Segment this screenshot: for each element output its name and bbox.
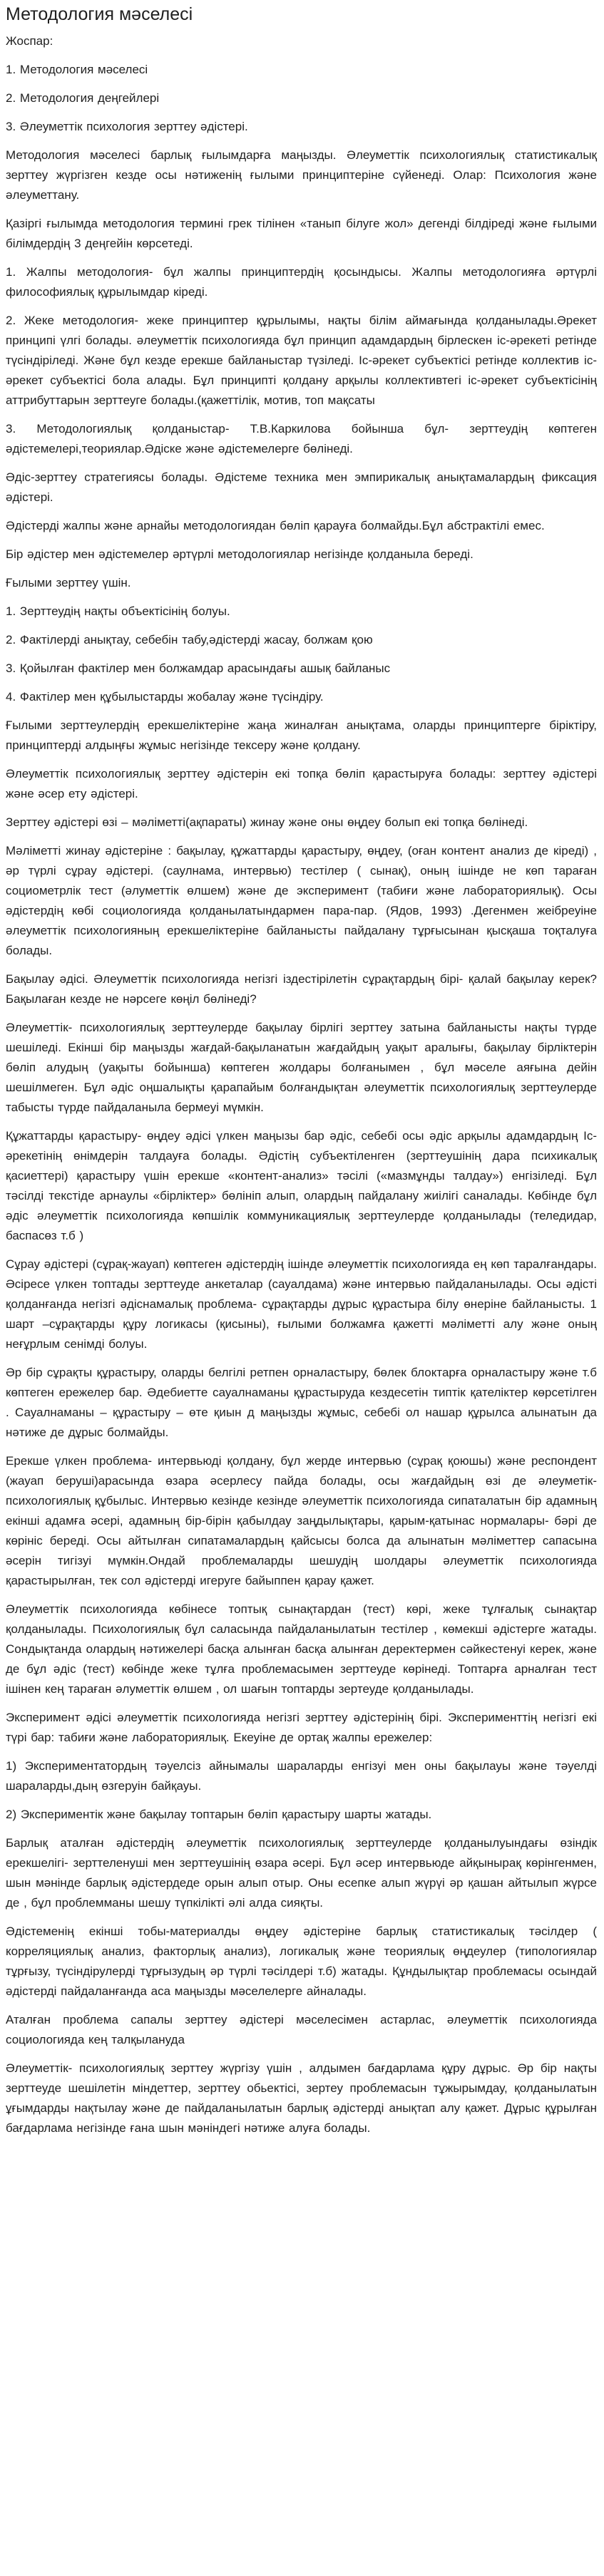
paragraph: Әдістерді жалпы және арнайы методологиядан бөліп қарауға болмайды.Бұл абстрактілі емес. <box>6 519 545 532</box>
paragraph: Әдіс-зерттеу стратегиясы болады. Әдістеме техника мен эмпирикалық анықтамалардың фиксация әдістері. <box>6 470 597 504</box>
paragraph: 1. Зерттеудің нақты объектісінің болуы. <box>6 604 230 618</box>
paragraph: 4. Фактілер мен құбылыстарды жобалау және түсіндіру. <box>6 690 324 704</box>
paragraph: Ерекше үлкен проблема- интервьюді қолдану, бұл жерде интервью (сұрақ қоюшы) және респондент (жауап берушi)арасында өзара әсерлесу пайда болады, осы жағдайдың өзі де әлеуметік- психологиялық құбылыс. Интервью кезінде кезінде әлеуметтік психологияда сипаталатын бір адамның екінші адамға әсері, адамның бір-бірін қабылдау заңдылықтары, қарым-қатынас нормалары- бәрі де көрініс береді. Осы айтылған сипатамалардың қайсысы болса да алынатын мәліметтер сапасына әсерін тигізуі мүмкін.Ондай проблемаларды шешудің шолдары әлеуметтік психологияда қарастырылған, тек сол әдістерді игеруге байыппен қарау қажет. <box>6 1454 597 1587</box>
paragraph: 1) Экспериментатордың тәуелсіз айнымалы шараларды енгізуі мен оны бақылауы және тәуелді шараларды,дың өзгеруін байқауы. <box>6 1759 597 1793</box>
paragraph: Әлеуметтік психологиялық зерттеу әдістерін екі топқа бөліп қарастыруға болады: зерттеу әдістері және әсер ету әдістері. <box>6 767 597 800</box>
paragraph: Эксперимент әдісі әлеуметтік психологияда негізгі зерттеу әдістерінің бірі. Эксперименттің негізгі екі түрі бар: табиғи және лабораториялық. Екеуіне де ортақ жалпы ережелер: <box>6 1711 597 1744</box>
paragraph: Методология мәселесі барлық ғылымдарға маңызды. Әлеуметтік психологиялық статистикалық зерттеу жүргізген кезде осы нәтиженің ғылыми принциптеріне сүйенеді. Олар: Психология және әлеуметтану. <box>6 148 597 202</box>
paragraph: Зерттеу әдістері өзі – мәліметті(ақпараты) жинау және оны өңдеу болып екі топқа бөлінеді. <box>6 815 528 829</box>
paragraph: Құжаттарды қарастыру- өңдеу әдісі үлкен маңызы бар әдіс, себебі осы әдіс арқылы адамдардың Іс-әрекетінің өнімдерін талдауға болады. Әдістің субъектіленген (зерттеушінің дара психикалық қасиеттері) қарастыру үшін ерекше «контент-анализ» тәсілі («мазмұнды талдау») енгізіледі. Бұл тәсілді текстіде арнаулы «бірліктер» бөлініп алып, олардың пайдалану жиілігі саналады. Көбінде бұл әдіс әлеуметтік психологияда көпшілік коммуникациялық зерттеулерде қолданылады (теледидар, баспасөз т.б ) <box>6 1129 597 1242</box>
paragraph: Әлеуметтік психологияда көбінесе топтық сынақтардан (тест) көрі, жеке тұлғалық сынақтар қолданылады. Психологиялық бұл саласында пайдаланылатын тестілер , көмекші әдістерге жатады. Сондықтанда олардың нәтижелері басқа алынған басқа алынған деректермен сәйкестенуі керек, және де бұл әдіс (тест) көбінде жеке тұлға проблемасымен зерттеуде көрінеді. Топтарға арналған тест ішінен кең тараған әлуметтік өлшем , ол шағын топтарды зертеуде қолданылады. <box>6 1602 597 1696</box>
paragraph: 2. Жеке методология- жеке принциптер құрылымы, нақты білім аймағында қолданылады.Әрекет принципі үлгі болады. әлеуметтік психологияда бұл принцип адамдардың бірлескен іс-әрекеті ретінде түсіндіріледі. Және бұл кезде ерекше байланыстар түзіледі. Іс-әрекет субъектісі ретінде коллектив іс-әрекет субъектісі бола алады. Бұл принципті қолдану арқылы коллективтегі іс-әрекет субъектісінің аттрибуттарын зерттеуге болады.(қажеттілік, мотив, топ мақсаты <box>6 314 597 407</box>
paragraph: Қазіргі ғылымда методология термині грек тілінен «танып білуге жол» дегенді білдіреді және ғылыми білімдердің 3 деңгейін көрсетеді. <box>6 217 597 250</box>
paragraph: Әр бір сұрақты құрастыру, оларды белгілі ретпен орналастыру, бөлек блоктарға орналастыру және т.б көптеген ережелер бар. Әдебиетте сауалнаманы құрастыруда кездесетін типтік қателіктер көрсетілген . Сауалнаманы – құрастыру – өте қиын д маңызды жұмыс, себебі ол нашар құрылса алынатын да нәтиже де дұрыс болмайды. <box>6 1366 597 1439</box>
paragraph: Аталған проблема сапалы зерттеу әдістері мәселесімен астарлас, әлеуметтік психологияда социологияда кең талқыланудa <box>6 2013 597 2046</box>
paragraph: Бақылау әдісі. Әлеуметтік психологияда негізгі іздестірілетін сұрақтардың бірі- қалай бақылау керек? Бақылаған кезде не нәрсеге көңіл бөлінеді? <box>6 972 597 1006</box>
paragraph: Әлеуметтік- психологиялық зерттеулерде бақылау бірлігі зерттеу затына байланысты нақты түрде шешіледі. Екінші бір маңызды жағдай-бақыланатын жағдайдың уақыт аралығы, бақылау бірліктерін бөліп алудың (уақыты бойынша) көптеген жолдары болғанымен , бұл мәселе аяғына дейін шешілмеген. Бұл әдіс оңшалықты қарапайым болғандықтан әлеуметтік психологиялық зерттеулерде табысты түрде пайдаланыла бермеуі мүмкін. <box>6 1021 597 1114</box>
paragraph: 3. Әлеуметтік психология зерттеу әдістері. <box>6 120 248 133</box>
paragraph: 2. Методология деңгейлері <box>6 91 160 105</box>
paragraph: 3. Қойылған фактілер мен болжамдар арасындағы ашық байланыс <box>6 661 391 675</box>
paragraph: Ғылыми зерттеулердің ерекшеліктеріне жаңа жиналған анықтама, оларды принциптерге біріктіру, принциптерді алдыңғы жұмыс негізінде тексеру және қолдану. <box>6 718 597 752</box>
paragraph: 3. Методологиялық қолданыстар- Т.В.Каркилова бойынша бұл- зерттеудің көптеген әдістемелері,теориялар.Әдіске және әдістемелерге бөлінеді. <box>6 422 597 455</box>
paragraph: Мәліметті жинау әдістеріне : бақылау, құжаттарды қарастыру, өңдеу, (оған контент анализ де кіреді) , әр түрлі сұрау әдістері. (саулнама, интервью) тестілер ( сынақ), оның ішінде не көп тараған социометрлік тест (әлуметтік өлшем) және де эксперимент (табиғи және лабораториялық). Осы әдістердің көбі социологияда қолданылатындармен пара-пар. (Ядов, 1993) .Дегенмен жеібреуіне әлеуметтік психологияның ерекшеліктеріне байланысты пайдалану тұрғысынан қысқаша тоқталуға болады. <box>6 844 597 957</box>
paragraph: 1. Жалпы методология- бұл жалпы принциптердің қосындысы. Жалпы методологияға әртүрлі философиялық құрылымдар кіреді. <box>6 265 597 299</box>
document-body <box>6 31 597 2138</box>
paragraph: Жоспар: <box>6 34 53 48</box>
paragraph: 2. Фактілерді анықтау, себебін табу,әдістерді жасау, болжам қою <box>6 633 373 646</box>
paragraph: 1. Методология мәселесі <box>6 63 148 76</box>
paragraph: Ғылыми зерттеу үшін. <box>6 576 131 589</box>
paragraph: Әдістеменің екінші тобы-материалды өңдеу әдістеріне барлық статистикалық тәсілдер ( корреляциялық анализ, факторлық анализ), логикалық және теориялық өңдеулер (типологиялар тұрғызу, түсіндірулерді тұрғызудың әр түрлі тәсілдері т.б) жатады. Құндылықтар проблемасы осындай әдістерді пайдаланғанда аса маңызды мәселелерге айналады. <box>6 1925 597 1998</box>
page-title: Методология мәселесі <box>6 4 193 24</box>
paragraph: Барлық аталған әдістердің әлеуметтік психологиялық зерттеулерде қолданылуындағы өзіндік ерекшелігі- зерттеленуші мен зерттеушінің өзара әсері. Бұл әсер интервьюде айқынырақ көрінгенмен, шын мәнінде барлық әдістердеде орын алып отыр. Оны есепке алып жүрүі әр қашан айтылып жүрсе де , бұл проблемманы шешу түпкілікті әлі алда сияқты. <box>6 1836 597 1910</box>
paragraph: Әлеуметтік- психологиялық зерттеу жүргізу үшін , алдымен бағдарлама құру дұрыс. Әр бір нақты зерттеуде шешілетін міндеттер, зерттеу обьектісі, зертеу проблемасын тұжырымдау, қолданылатын ұғымдарды нақтылау және де пайдаланылатын барлық әдістерді анықтап алу қажет. Дұрыс құрылған бағдарлама негізінде ғана шын мәніндегі нәтиже алуға болады. <box>6 2061 597 2135</box>
paragraph: Бір әдістер мен әдістемелер әртүрлі методологиялар негізінде қолданыла береді. <box>6 547 474 561</box>
paragraph: Сұрау әдістері (сұрақ-жауап) көптеген әдістердің ішінде әлеуметтік психологияда ең көп таралғандары. Әсіресе үлкен топтады зерттеуде анкеталар (сауалдама) және интервью пайдаланылады. Осы әдісті қолданғанда негізгі әдіснамалық проблема- сұрақтарды дұрыс құрастыра білу өнеріне байланысты. 1 шарт –сұрақтарды құру логикасы (қисыны), ғылыми болжамға қажетті мәліметті алу және оның неғұрлым сенімді болуы. <box>6 1257 597 1351</box>
paragraph: 2) Экспериментік және бақылау топтарын бөліп қарастыру шарты жатады. <box>6 1808 432 1821</box>
